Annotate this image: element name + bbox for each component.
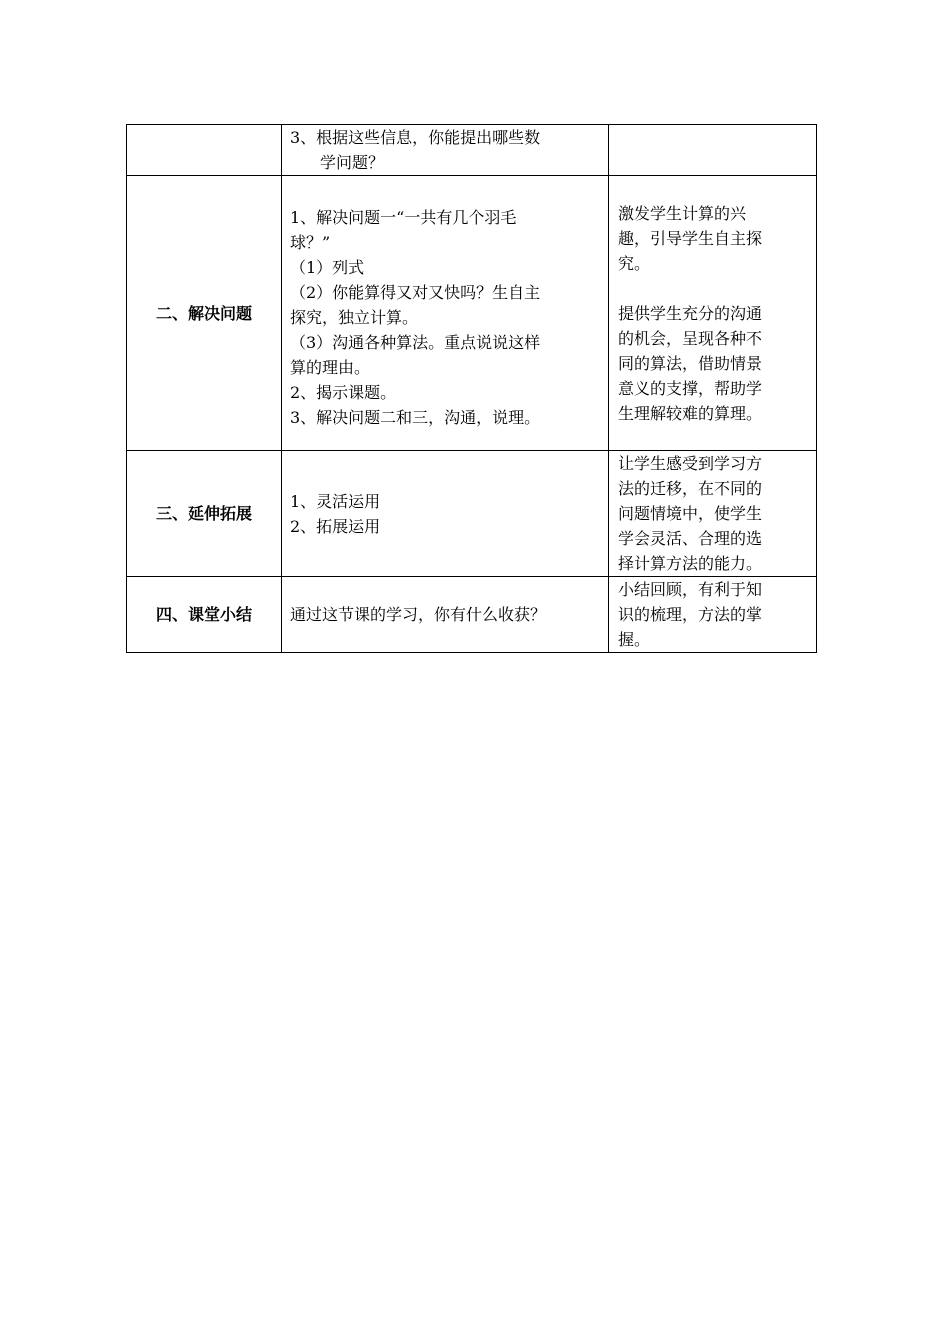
intent-cell [609, 176, 817, 451]
stage-cell: 二、解决问题 [127, 176, 282, 451]
content-cell [282, 125, 609, 176]
content-line: 1、解决问题一“一共有几个羽毛 [290, 207, 517, 227]
content-line: 探究，独立计算。 [290, 307, 419, 327]
intent-line: 激发学生计算的兴 [618, 203, 747, 223]
intent-line: 法的迁移，在不同的 [618, 479, 763, 498]
content-line: （2）你能算得又对又快吗？生自主 [290, 282, 541, 302]
intent-line: 意义的支撑，帮助学 [618, 378, 763, 398]
content-line: （1）列式 [290, 257, 365, 277]
table-row [127, 577, 817, 653]
content-line: 算的理由。 [290, 357, 371, 377]
intent-line: 趣，引导学生自主探 [618, 228, 763, 248]
intent-cell [609, 125, 817, 176]
stage-cell: 三、延伸拓展 [127, 451, 282, 577]
intent-line: 的机会，呈现各种不 [618, 328, 763, 348]
stage-cell [127, 125, 282, 176]
content-line: （3）沟通各种算法。重点说说这样 [290, 332, 541, 352]
intent-line: 学会灵活、合理的选 [618, 529, 763, 548]
intent-line: 识的梳理，方法的掌 [618, 605, 763, 624]
table-row [127, 451, 817, 577]
content-line: 3、解决问题二和三，沟通，说理。 [290, 407, 541, 427]
content-line: 2、拓展运用 [290, 516, 381, 536]
intent-line: 问题情境中，使学生 [618, 504, 763, 523]
intent-line: 生理解较难的算理。 [618, 403, 763, 423]
intent-cell [609, 577, 817, 653]
intent-line: 同的算法，借助情景 [618, 353, 763, 373]
content-line: 1、灵活运用 [290, 491, 381, 511]
intent-cell [609, 451, 817, 577]
intent-line: 让学生感受到学习方 [618, 454, 763, 473]
content-cell [282, 577, 609, 653]
content-cell [282, 176, 609, 451]
content-line: 3、根据这些信息，你能提出哪些数 [290, 128, 541, 147]
content-line: 球？” [290, 232, 331, 252]
content-line: 学问题？ [320, 153, 385, 172]
table-row [127, 176, 817, 451]
stage-cell: 四、课堂小结 [127, 577, 282, 653]
content-line: 通过这节课的学习，你有什么收获？ [290, 605, 547, 624]
intent-line: 究。 [618, 253, 651, 273]
intent-line: 小结回顾，有利于知 [618, 580, 763, 599]
intent-line: 握。 [618, 630, 651, 649]
content-cell [282, 451, 609, 577]
table-row [127, 125, 817, 176]
blank-line [618, 276, 810, 301]
intent-line: 择计算方法的能力。 [618, 554, 763, 573]
intent-line: 提供学生充分的沟通 [618, 303, 763, 323]
lesson-plan-table [126, 124, 817, 653]
content-line: 2、揭示课题。 [290, 382, 397, 402]
